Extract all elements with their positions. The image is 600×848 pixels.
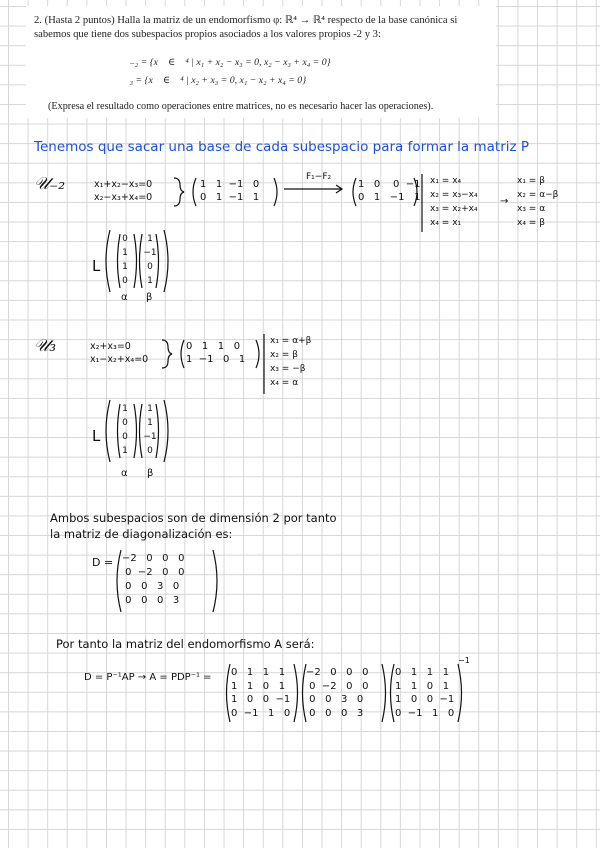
sec2-span-symbol: L <box>92 427 101 445</box>
sec1-system: x₁+x₂−x₃=0 x₂−x₃+x₄=0 <box>94 179 153 203</box>
sec2-vec2: 1 1 −1 0 <box>143 404 157 456</box>
sec2-span-parens <box>104 398 170 464</box>
sec1-alpha: α <box>121 292 128 303</box>
sec1-span-parens <box>104 228 170 294</box>
d-matrix: −2 0 0 0 0 −2 0 0 0 0 3 0 0 0 0 3 <box>122 553 185 606</box>
sec2-system: x₂+x₃=0 x₁−x₂+x₄=0 <box>90 341 149 365</box>
sec1-params: x₁ = x₄ x₂ = x₃−x₄ x₃ = x₂+x₄ x₄ = x₁ <box>430 176 478 228</box>
sec1-row-op: F₁−F₂ <box>306 172 332 182</box>
sec1-values: x₁ = β x₂ = α−β x₃ = α x₄ = β <box>517 176 559 228</box>
problem-box <box>26 6 496 118</box>
sec1-arrow-2: → <box>500 196 509 207</box>
solution-heading: Tenemos que sacar una base de cada subespacio para formar la matriz P <box>34 139 530 155</box>
sec2-beta: β <box>147 468 154 479</box>
sec1-span-symbol: L <box>92 257 101 275</box>
sec1-bar <box>420 174 426 234</box>
problem-statement: 2. (Hasta 2 puntos) Halla la matriz de un endomorfismo φ: ℝ⁴ → ℝ⁴ respecto de la base canónica si sabemos que tiene dos subespacios propios asociados a los valores propios -2 y 3: <box>34 15 458 40</box>
subspace-u-minus2: 𝒰₋₂ = {x⃗ ∈ ℝ⁴ | x₁ + x₂ − x₃ = 0, x₂ − x₃ + x₄ = 0} <box>122 57 331 68</box>
sec2-bar <box>262 334 268 396</box>
d-label: D = <box>92 556 114 569</box>
sec1-vec1: 0 1 1 0 <box>122 234 128 286</box>
diag-sentence: Ambos subespacios son de dimensión 2 por tanto la matriz de diagonalización es: <box>50 511 337 541</box>
p-matrix: 0 1 1 1 1 1 0 1 1 0 0 −1 0 −1 1 0 <box>231 667 291 719</box>
sec1-arrow <box>284 184 346 194</box>
sec2-label: 𝒰₃ <box>34 336 57 356</box>
sec2-brace <box>160 338 174 370</box>
sec1-brace <box>172 176 186 208</box>
sec2-alpha: α <box>121 468 128 479</box>
subspace-u-3: 𝒰₃ = {x⃗ ∈ ℝ⁴ | x₂ + x₃ = 0, x₁ − x₂ + x₄ = 0} <box>122 75 307 86</box>
sec1-matrix-a: 1 1 −1 0 0 1 −1 1 <box>200 179 260 203</box>
final-equation: D = P⁻¹AP → A = PDP⁻¹ = <box>84 672 212 683</box>
sec2-params: x₁ = α+β x₂ = β x₃ = −β x₄ = α <box>270 336 312 388</box>
sec2-vec1: 1 0 0 1 <box>122 404 128 456</box>
p2-matrix: 0 1 1 1 1 1 0 1 1 0 0 −1 0 −1 1 0 <box>395 667 455 719</box>
d2-matrix: −2 0 0 0 0 −2 0 0 0 0 3 0 0 0 0 3 <box>306 667 369 719</box>
sec1-vec2: 1 −1 0 1 <box>143 234 157 286</box>
inverse-exponent: −1 <box>458 656 470 665</box>
final-sentence: Por tanto la matriz del endomorfismo A será: <box>56 637 315 651</box>
sec1-label: 𝒰₋₂ <box>34 174 66 194</box>
sec1-matrix-b: 1 0 0 −1 0 1 −1 1 <box>358 179 421 203</box>
problem-note: (Expresa el resultado como operaciones entre matrices, no es necesario hacer las operaciones). <box>48 101 434 112</box>
sec2-matrix-a: 0 1 1 0 1 −1 0 1 <box>186 341 246 365</box>
sec1-beta: β <box>146 292 153 303</box>
